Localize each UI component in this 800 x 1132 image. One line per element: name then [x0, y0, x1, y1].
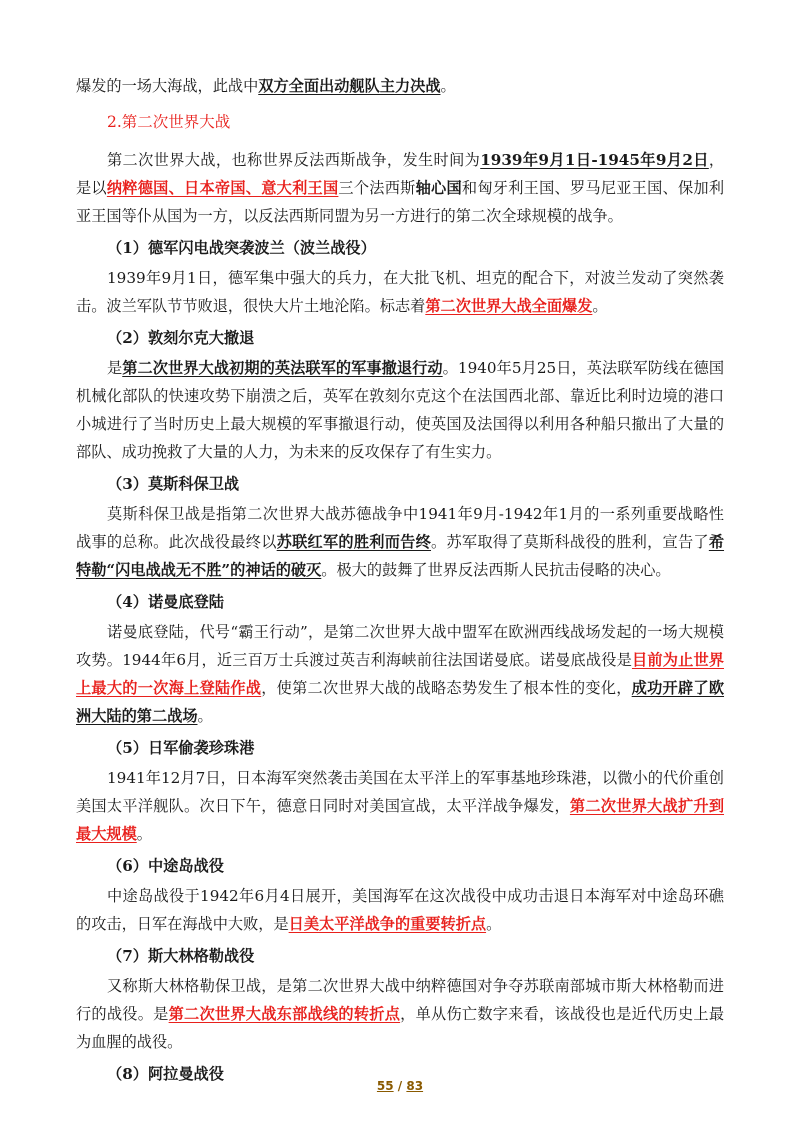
text: 1939年9月1日，德军集中强大的兵力，在大批飞机、坦克的配合下，对波兰发动了突然袭击。波兰军队节节败退，很快大片土地沦陷。标志着: [76, 269, 724, 315]
red-key-phrase: 纳粹德国、日本帝国、意大利王国: [106, 179, 339, 197]
item-paragraph: [76, 618, 724, 730]
item-heading: （8）阿拉曼战役: [107, 1065, 224, 1083]
item-paragraph: [76, 354, 724, 466]
text: 。1940年5月25日，英法联军防线在德国机械化部队的快速攻势下崩溃之后，英军在敦刻尔克这个在法国西北部、靠近比利时边境的港口小城进行了当时历史上最大规模的军事撤退行动，使英国及法国得以利用各种船只撤出了大量的部队、成功挽救了大量的人力，为未来的反攻保存了有生实力。: [76, 359, 725, 461]
text: 又称斯大林格勒保卫战，是第二次世界大战中纳粹德国对争夺苏联南部城市斯大林格勒而进行的战役。是: [76, 977, 724, 1023]
text: 和匈牙利王国、罗马尼亚王国、保加利亚王国等仆从国为一方，以反法西斯同盟为另一方进行的第二次全球规模的战争。: [76, 179, 725, 225]
key-phrase: 第二次世界大战初期的英法联军的军事撤退行动: [122, 359, 443, 377]
total-pages: 83: [406, 1079, 424, 1093]
item-paragraph: [76, 764, 724, 848]
key-phrase: 双方全面出动舰队主力决战: [258, 77, 441, 95]
item-heading: （4）诺曼底登陆: [107, 593, 224, 611]
text: 。: [440, 77, 456, 95]
overview-paragraph: [76, 146, 724, 230]
item-heading: （1）德军闪电战突袭波兰（波兰战役）: [107, 239, 376, 257]
item-paragraph: [76, 972, 724, 1056]
key-date: 1939年9月1日-1945年9月2日: [480, 151, 709, 169]
section-title: 2.第二次世界大战: [107, 113, 231, 131]
red-key-phrase: 第二次世界大战全面爆发: [425, 297, 593, 315]
text: ，使第二次世界大战的战略态势发生了根本性的变化，: [261, 679, 632, 697]
item-paragraph: [76, 882, 724, 938]
text: 。: [197, 707, 213, 725]
text: 中途岛战役于1942年6月4日展开，美国海军在这次战役中成功击退日本海军对中途岛环礁的攻击，日军在海战中大败，是: [76, 887, 724, 933]
text: ，是以: [76, 151, 724, 197]
text: 。: [592, 297, 608, 315]
text: 1941年12月7日，日本海军突然袭击美国在太平洋上的军事基地珍珠港，以微小的代价重创美国太平洋舰队。次日下午，德意日同时对美国宣战，太平洋战争爆发，: [76, 769, 724, 815]
current-page: 55: [376, 1079, 394, 1093]
text: 爆发的一场大海战，此战中: [76, 77, 259, 95]
key-phrase: 苏联红军的胜利而告终: [276, 533, 432, 551]
red-key-phrase: 第二次世界大战扩升到最大规模: [76, 797, 725, 843]
text: ，单从伤亡数字来看，该战役也是近代历史上最为血腥的战役。: [76, 1005, 725, 1051]
key-phrase: 成功开辟了欧洲大陆的第二战场: [76, 679, 725, 725]
item-heading: （2）敦刻尔克大撤退: [107, 329, 255, 347]
page-number: [0, 1079, 800, 1093]
text: 是: [107, 359, 123, 377]
item-heading: （6）中途岛战役: [107, 857, 224, 875]
text: 诺曼底登陆，代号“霸王行动”，是第二次世界大战中盟军在欧洲西线战场发起的一场大规模攻势。1944年6月，近三百万士兵渡过英吉利海峡前往法国诺曼底。诺曼底战役是: [76, 623, 724, 669]
text: 。: [486, 915, 502, 933]
item-heading: （5）日军偷袭珍珠港: [107, 739, 255, 757]
text: 三个法西斯: [338, 179, 416, 197]
text: 。: [136, 825, 152, 843]
bold-term: 轴心国: [415, 179, 462, 197]
item-paragraph: [76, 264, 724, 320]
text: 。极大的鼓舞了世界反法西斯人民抗击侵略的决心。: [321, 561, 671, 579]
intro-paragraph: [76, 72, 724, 100]
page-separator: /: [393, 1079, 407, 1093]
item-heading: （3）莫斯科保卫战: [107, 475, 240, 493]
key-phrase: 希特勒“闪电战战无不胜”的神话的破灭: [76, 533, 725, 579]
text: 第二次世界大战，也称世界反法西斯战争，发生时间为: [107, 151, 481, 169]
item-heading: （7）斯大林格勒战役: [107, 947, 255, 965]
red-key-phrase: 日美太平洋战争的重要转折点: [288, 915, 487, 933]
red-key-phrase: 第二次世界大战东部战线的转折点: [168, 1005, 401, 1023]
item-paragraph: [76, 500, 724, 584]
red-key-phrase: 目前为止世界上最大的一次海上登陆作战: [76, 651, 724, 697]
text: 。苏军取得了莫斯科战役的胜利，宣告了: [431, 533, 709, 551]
text: 莫斯科保卫战是指第二次世界大战苏德战争中1941年9月-1942年1月的一系列重要战略性战事的总称。此次战役最终以: [76, 505, 724, 551]
